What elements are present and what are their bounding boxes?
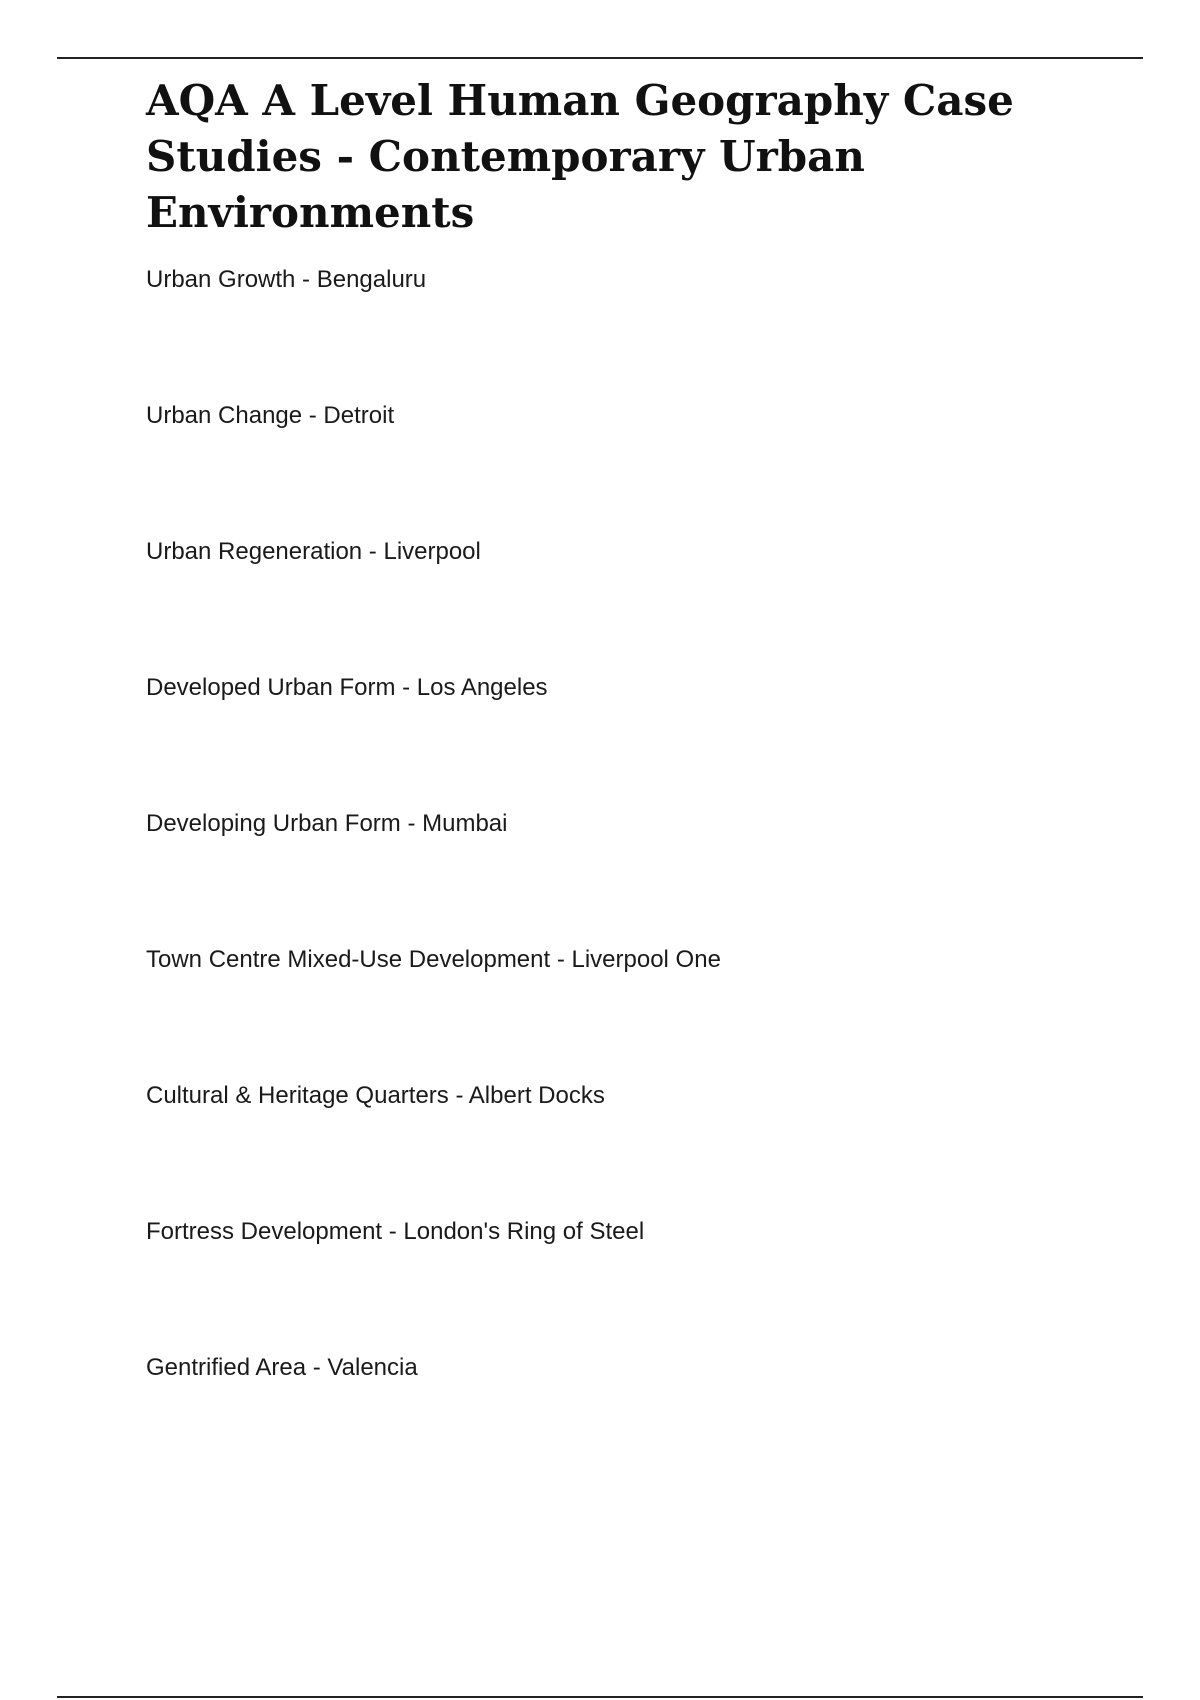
case-study-item: Urban Change - Detroit bbox=[146, 402, 395, 429]
case-study-item: Cultural & Heritage Quarters - Albert Docks bbox=[146, 1082, 605, 1109]
top-divider bbox=[57, 57, 1143, 59]
case-study-item: Urban Regeneration - Liverpool bbox=[146, 538, 481, 565]
case-study-item: Developed Urban Form - Los Angeles bbox=[146, 674, 548, 701]
bottom-divider bbox=[57, 1696, 1143, 1698]
document-title: AQA A Level Human Geography Case Studies - Contemporary Urban Environments bbox=[146, 76, 1014, 237]
case-study-item: Developing Urban Form - Mumbai bbox=[146, 810, 508, 837]
case-study-item: Fortress Development - London's Ring of Steel bbox=[146, 1218, 645, 1245]
document-body bbox=[146, 73, 1046, 1381]
case-study-list bbox=[146, 265, 721, 1489]
case-study-item: Town Centre Mixed-Use Development - Liverpool One bbox=[146, 946, 721, 973]
case-study-item: Gentrified Area - Valencia bbox=[146, 1354, 418, 1381]
case-study-item: Urban Growth - Bengaluru bbox=[146, 266, 427, 293]
